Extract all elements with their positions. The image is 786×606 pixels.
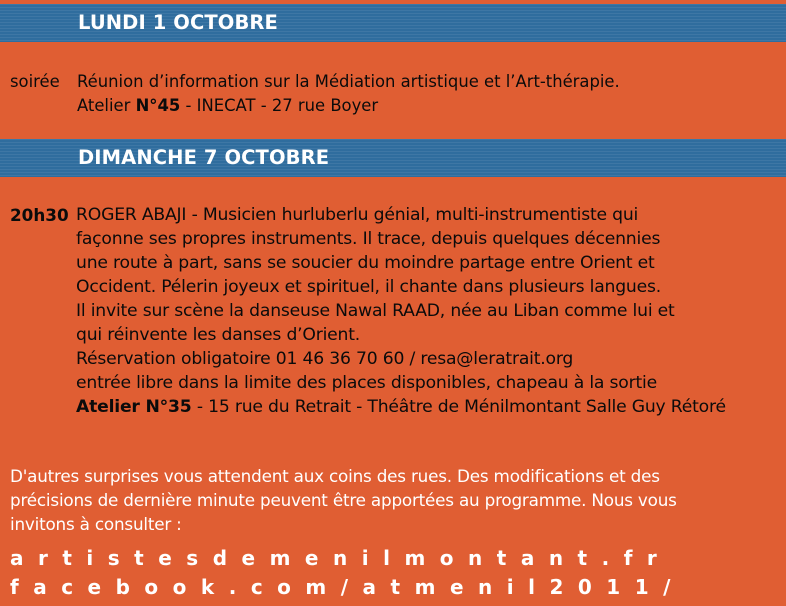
venue-prefix: Atelier xyxy=(77,96,136,115)
venue-address: - INECAT - 27 rue Boyer xyxy=(180,96,379,115)
atelier-number: N°45 xyxy=(135,96,181,115)
event-entry-info: entrée libre dans la limite des places disponibles, chapeau à la sortie xyxy=(76,373,657,393)
event-date: LUNDI 1 OCTOBRE xyxy=(78,11,278,34)
atelier-number: Atelier N°35 xyxy=(76,397,192,417)
date-band-dimanche xyxy=(0,139,786,177)
event-reservation: Réservation obligatoire 01 46 36 70 60 / resa@leratrait.org xyxy=(76,349,574,369)
venue-address: - 15 rue du Retrait - Théâtre de Ménilmontant Salle Guy Rétoré xyxy=(191,397,726,417)
event-description: Réunion d’information sur la Médiation artistique et l’Art-thérapie. xyxy=(77,72,620,91)
event-description-line: Il invite sur scène la danseuse Nawal RAAD, née au Liban comme lui et xyxy=(76,301,675,321)
footer-notice-line: précisions de dernière minute peuvent être apportées au programme. Nous vous xyxy=(10,490,677,510)
event-venue xyxy=(76,395,726,419)
event-date: DIMANCHE 7 OCTOBRE xyxy=(78,146,330,169)
event-description-line: Occident. Pélerin joyeux et spirituel, il chante dans plusieurs langues. xyxy=(76,277,662,297)
footer-notice-line: invitons à consulter : xyxy=(10,514,182,534)
footer-notice-line: D'autres surprises vous attendent aux coins des rues. Des modifications et des xyxy=(10,466,660,486)
event-description-line: ROGER ABAJI - Musicien hurluberlu génial, multi-instrumentiste qui xyxy=(76,205,639,225)
event-description-line: une route à part, sans se soucier du moindre partage entre Orient et xyxy=(76,253,655,273)
event-venue xyxy=(77,95,378,117)
event-time: soirée xyxy=(10,72,60,91)
event-time: 20h30 xyxy=(10,205,69,225)
date-band-lundi xyxy=(0,4,786,42)
website-link[interactable]: artistesdemenilmontant.fr xyxy=(10,546,672,570)
event-description-line: qui réinvente les danses d’Orient. xyxy=(76,325,361,345)
event-description-line: façonne ses propres instruments. Il trace, depuis quelques décennies xyxy=(76,229,661,249)
facebook-link[interactable]: facebook.com/atmenil2011/ xyxy=(10,575,685,599)
